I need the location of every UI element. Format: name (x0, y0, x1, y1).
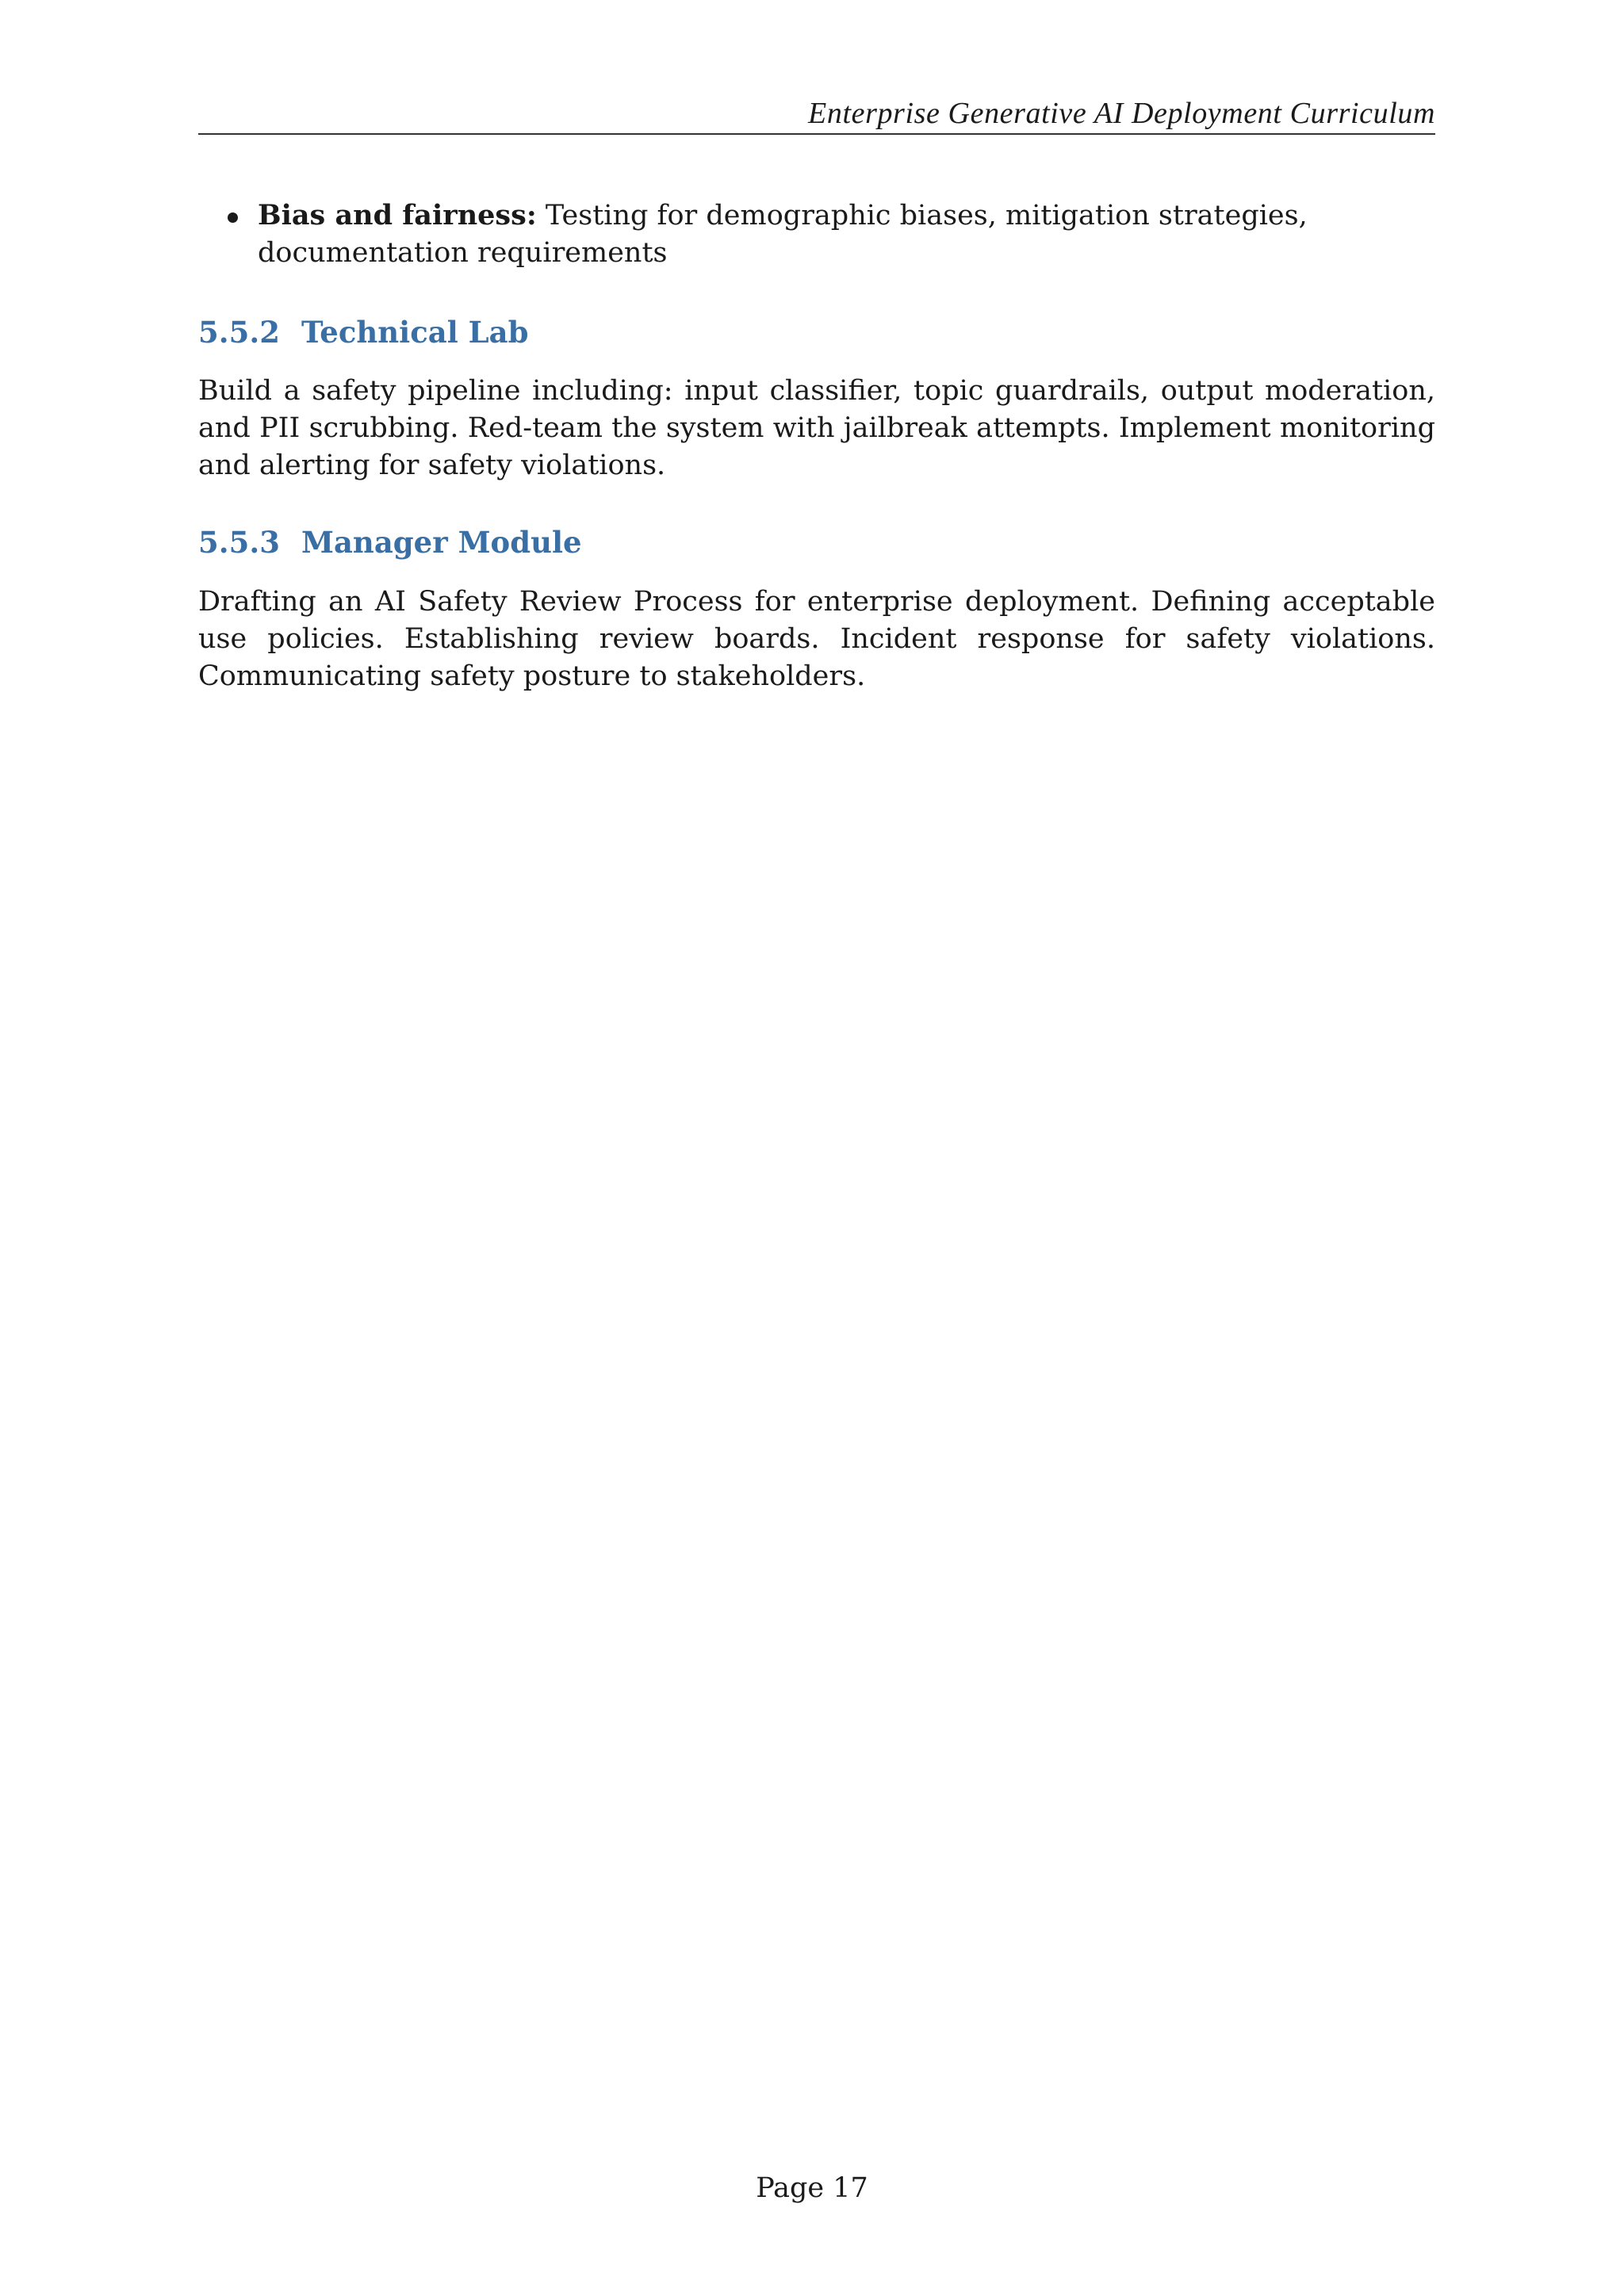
section-number: 5.5.2 (198, 315, 280, 350)
bullet-text (258, 197, 1435, 272)
running-header (198, 94, 1435, 135)
bullet-icon (228, 212, 238, 223)
manager-module-paragraph: Drafting an AI Safety Review Process for enterprise deployment. Defining acceptable use policies. Establishing review boards. Incident response for safety violations. Communicating safety posture to stakeholders. (198, 586, 1435, 692)
bullet-item-bias-fairness (198, 197, 1435, 272)
bullet-description: Testing for demographic biases, mitigation strategies, documentation requirements (258, 200, 1308, 269)
technical-lab-paragraph: Build a safety pipeline including: input classifier, topic guardrails, output moderation, and PII scrubbing. Red-team the system with jailbreak attempts. Implement monitoring and alerting for safety violations. (198, 375, 1435, 481)
section-title: Technical Lab (301, 315, 529, 350)
section-title: Manager Module (301, 525, 582, 560)
section-heading-technical-lab (198, 314, 529, 350)
header-title: Enterprise Generative AI Deployment Curriculum (808, 97, 1435, 130)
section-number: 5.5.3 (198, 525, 280, 560)
bullet-label: Bias and fairness: (258, 199, 537, 232)
section-heading-manager-module (198, 524, 582, 561)
page-number: Page 17 (756, 2172, 868, 2204)
